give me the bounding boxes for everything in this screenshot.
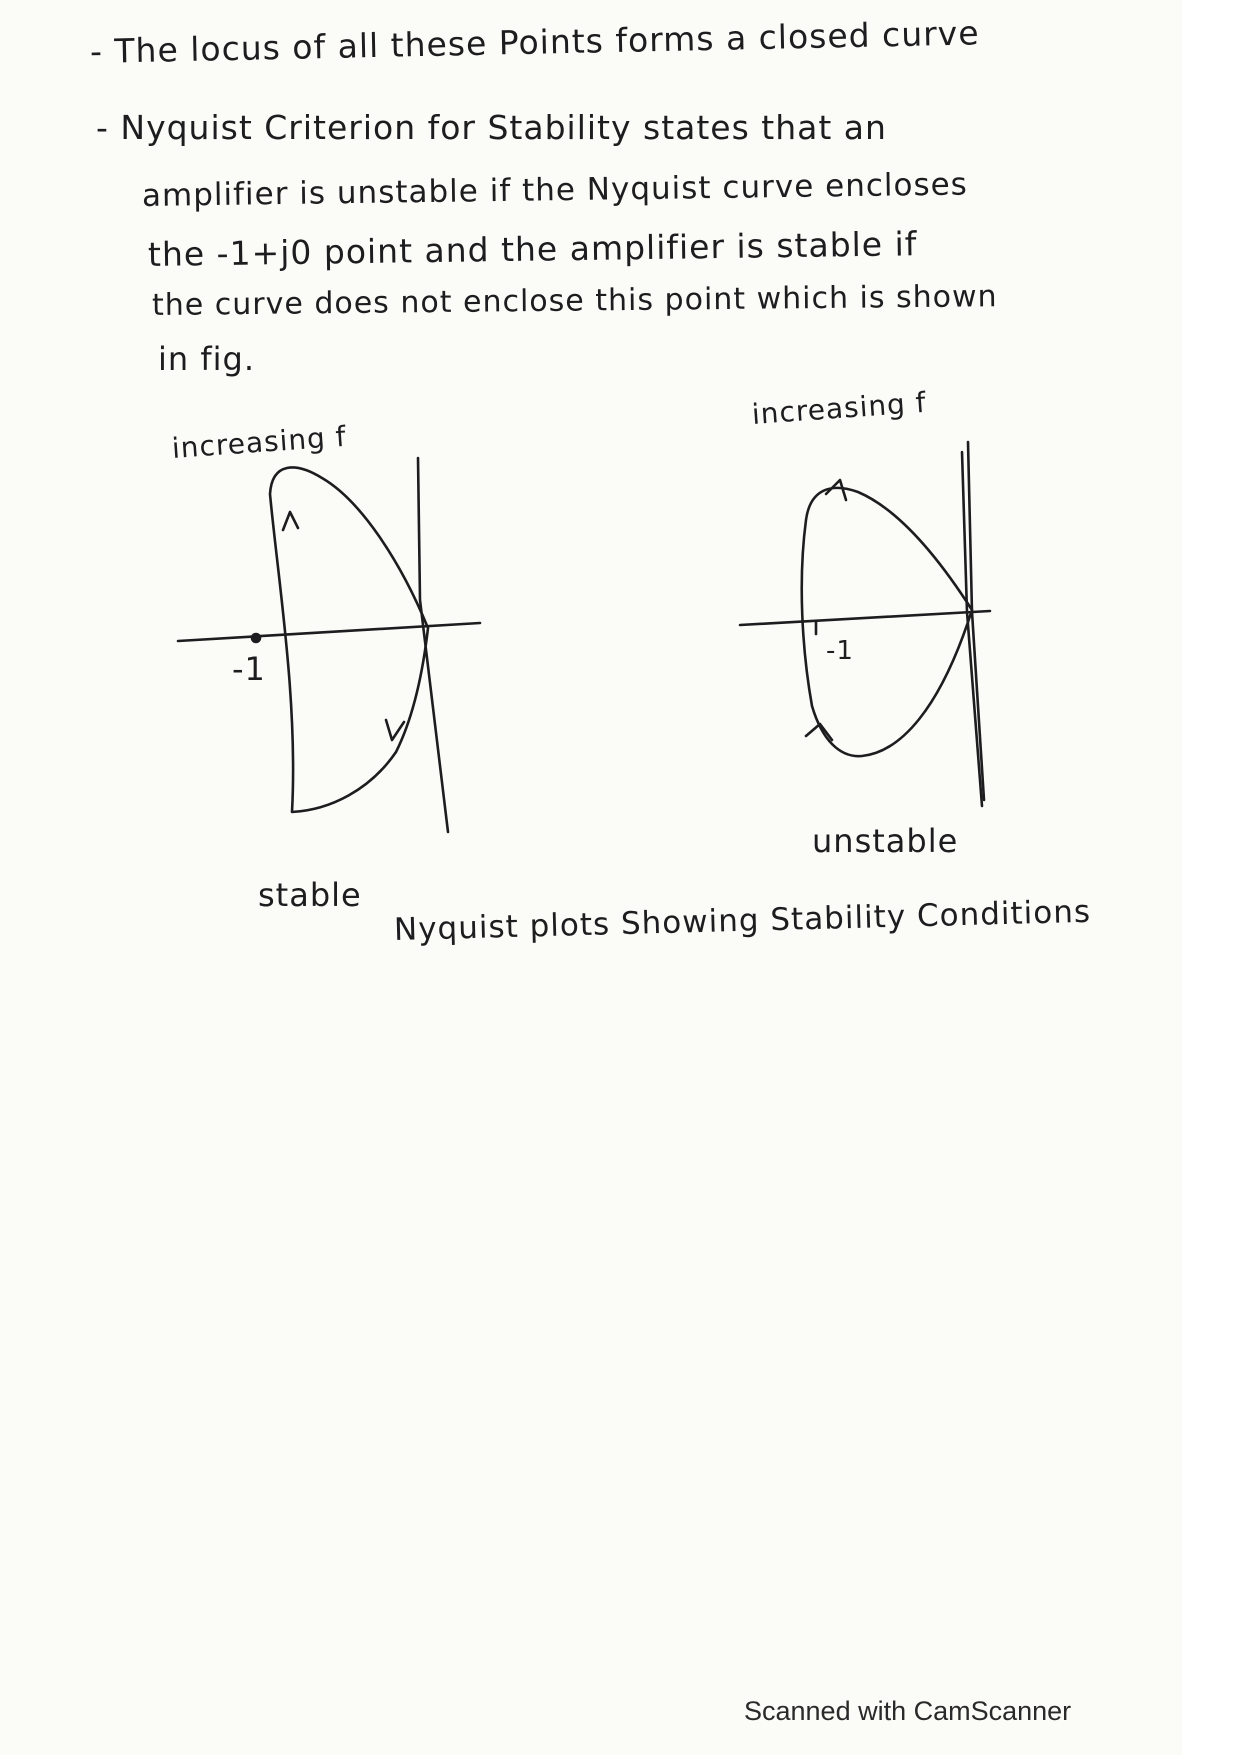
text-line-4: the -1+j0 point and the amplifier is stable if: [147, 224, 918, 274]
text-line-3: amplifier is unstable if the Nyquist curve encloses: [141, 166, 969, 214]
text-line-6: in fig.: [158, 340, 255, 378]
text-line-2: - Nyquist Criterion for Stability states that an: [96, 108, 887, 147]
figure-caption: Nyquist plots Showing Stability Conditions: [393, 893, 1092, 948]
text-line-1: - The locus of all these Points forms a closed curve: [89, 13, 980, 71]
stable-caption: stable: [258, 876, 362, 914]
unstable-point-label: -1: [826, 636, 854, 666]
stable-direction-label: increasing f: [170, 419, 348, 465]
unstable-direction-label: increasing f: [750, 385, 928, 431]
page-margin: [1182, 0, 1240, 1755]
stable-point-label: -1: [232, 650, 266, 688]
text-line-5: the curve does not enclose this point which is shown: [151, 279, 998, 323]
unstable-caption: unstable: [812, 822, 959, 860]
camscanner-watermark: Scanned with CamScanner: [744, 1696, 1072, 1726]
